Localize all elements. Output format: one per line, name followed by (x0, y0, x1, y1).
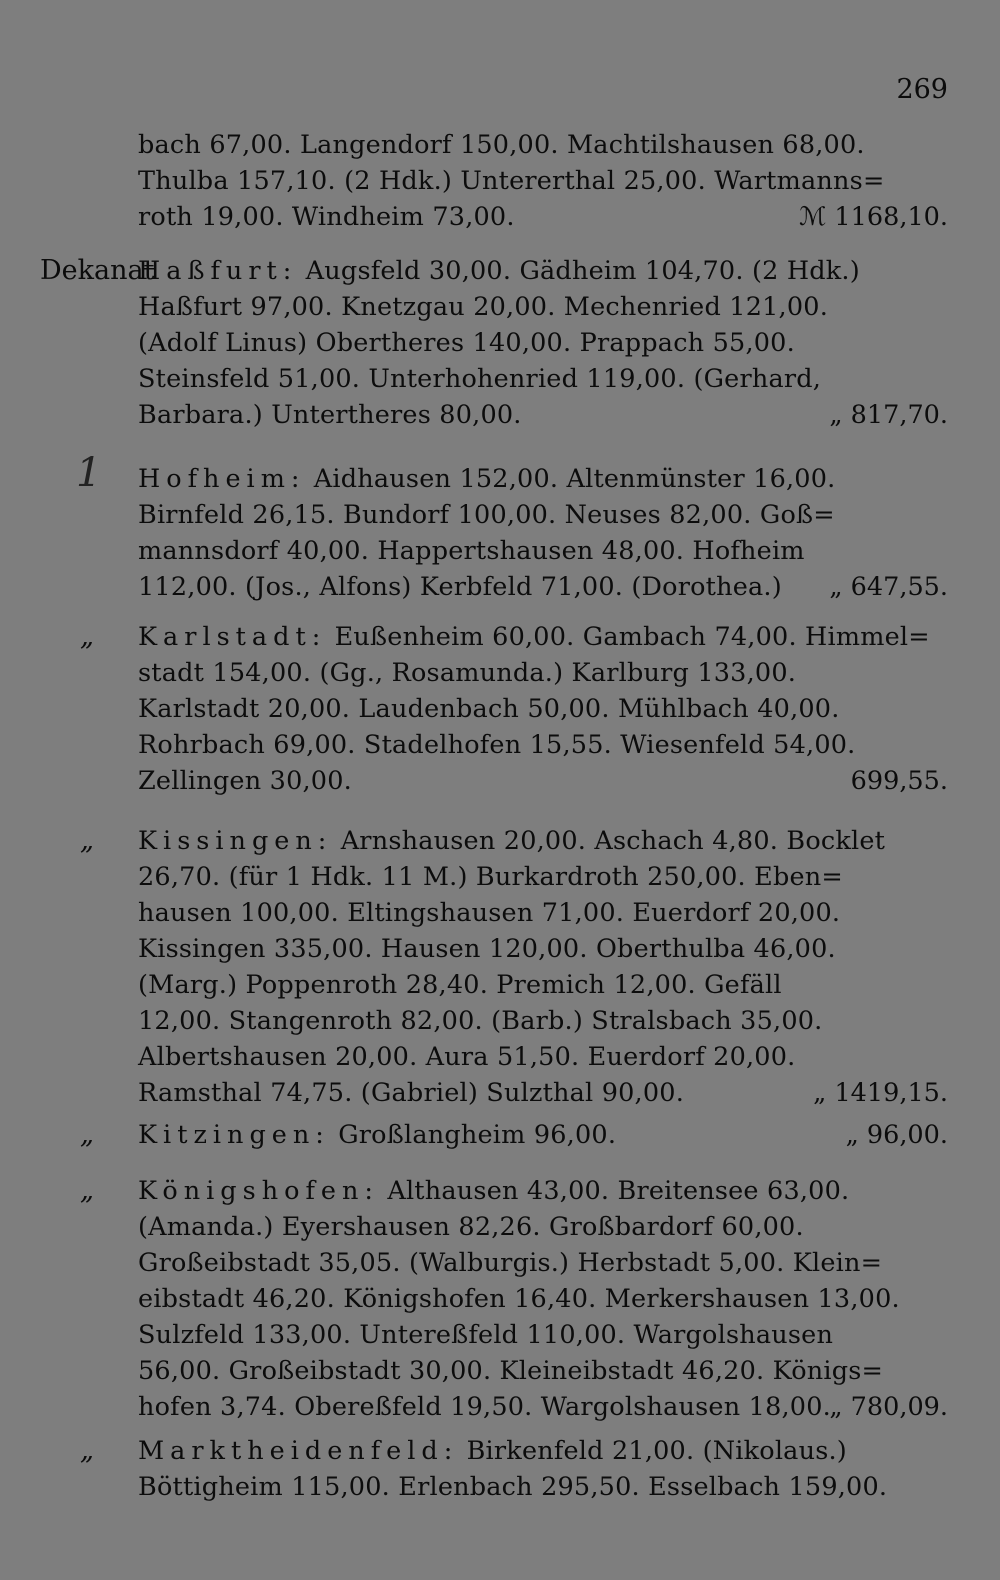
deanery-heading: Kissingen: (138, 826, 333, 856)
text-line: Haßfurt 97,00. Knetzgau 20,00. Mechenried 121,00. (138, 292, 829, 322)
entry-prefix: Dekanat (40, 255, 155, 286)
text-line: Birnfeld 26,15. Bundorf 100,00. Neuses 82,00. Goß= (138, 500, 835, 530)
text-line: 26,70. (für 1 Hdk. 11 M.) Burkardroth 250,00. Eben= (138, 862, 843, 892)
entry-amount: „ 1419,15. (813, 1078, 948, 1108)
text-fragment: Althausen 43,00. Breitensee 63,00. (379, 1176, 850, 1206)
text-line: 112,00. (Jos., Alfons) Kerbfeld 71,00. (Dorothea.) (138, 572, 782, 602)
text-line: Karlstadt 20,00. Laudenbach 50,00. Mühlbach 40,00. (138, 694, 840, 724)
text-line: (Marg.) Poppenroth 28,40. Premich 12,00. Gefäll (138, 970, 782, 1000)
text-line: Großeibstadt 35,05. (Walburgis.) Herbstadt 5,00. Klein= (138, 1248, 883, 1278)
text-fragment: Arnshausen 20,00. Aschach 4,80. Bocklet (332, 826, 886, 856)
text-line (138, 1434, 847, 1469)
text-line: 56,00. Großeibstadt 30,00. Kleineibstadt 46,20. Königs= (138, 1356, 884, 1386)
text-line: hofen 3,74. Obereßfeld 19,50. Wargolshausen 18,00. (138, 1392, 831, 1422)
text-line: (Amanda.) Eyershausen 82,26. Großbardorf 60,00. (138, 1212, 804, 1242)
deanery-heading: Hofheim: (138, 464, 306, 494)
text-fragment: Großlangheim 96,00. (329, 1120, 617, 1150)
text-fragment: Augsfeld 30,00. Gädheim 104,70. (2 Hdk.) (297, 256, 860, 286)
text-line: bach 67,00. Langendorf 150,00. Machtilshausen 68,00. (138, 130, 865, 160)
text-line (138, 1118, 616, 1153)
text-line: stadt 154,00. (Gg., Rosamunda.) Karlburg 133,00. (138, 658, 797, 688)
text-fragment: Birkenfeld 21,00. (Nikolaus.) (458, 1436, 847, 1466)
text-line: hausen 100,00. Eltingshausen 71,00. Euerdorf 20,00. (138, 898, 841, 928)
text-line (138, 462, 835, 497)
text-line (138, 620, 930, 655)
pencil-mark: 1 (76, 450, 102, 496)
deanery-heading: Königshofen: (138, 1176, 380, 1206)
deanery-heading: Kitzingen: (138, 1120, 330, 1150)
text-line: 12,00. Stangenroth 82,00. (Barb.) Stralsbach 35,00. (138, 1006, 823, 1036)
text-line: Zellingen 30,00. (138, 766, 352, 796)
text-line (138, 824, 885, 859)
entry-amount: „ 817,70. (829, 400, 948, 430)
ditto-mark: „ (80, 1175, 94, 1206)
text-line: Albertshausen 20,00. Aura 51,50. Euerdorf 20,00. (138, 1042, 796, 1072)
entry-amount: „ 647,55. (829, 572, 948, 602)
page-number: 269 (896, 74, 948, 105)
entry-amount: 699,55. (850, 766, 948, 796)
text-line: Steinsfeld 51,00. Unterhohenried 119,00. (Gerhard, (138, 364, 822, 394)
entry-amount: ℳ 1168,10. (799, 202, 948, 232)
deanery-heading: Marktheidenfeld: (138, 1436, 459, 1466)
text-line (138, 254, 860, 289)
text-line: Barbara.) Untertheres 80,00. (138, 400, 522, 430)
ditto-mark: „ (80, 1119, 94, 1150)
text-line: Sulzfeld 133,00. Untereßfeld 110,00. Wargolshausen (138, 1320, 834, 1350)
text-fragment: Aidhausen 152,00. Altenmünster 16,00. (305, 464, 836, 494)
text-line: roth 19,00. Windheim 73,00. (138, 202, 515, 232)
entry-amount: „ 780,09. (829, 1392, 948, 1422)
ditto-mark: „ (80, 825, 94, 856)
deanery-heading: Haßfurt: (138, 256, 298, 286)
entry-amount: „ 96,00. (845, 1120, 948, 1150)
ditto-mark: „ (80, 1435, 94, 1466)
ditto-mark: „ (80, 621, 94, 652)
text-line: Kissingen 335,00. Hausen 120,00. Oberthulba 46,00. (138, 934, 836, 964)
text-line: Böttigheim 115,00. Erlenbach 295,50. Esselbach 159,00. (138, 1472, 888, 1502)
text-line: Rohrbach 69,00. Stadelhofen 15,55. Wiesenfeld 54,00. (138, 730, 856, 760)
text-line: (Adolf Linus) Obertheres 140,00. Prappach 55,00. (138, 328, 795, 358)
text-line: Ramsthal 74,75. (Gabriel) Sulzthal 90,00. (138, 1078, 685, 1108)
text-fragment: Eußenheim 60,00. Gambach 74,00. Himmel= (326, 622, 930, 652)
deanery-heading: Karlstadt: (138, 622, 327, 652)
text-line (138, 1174, 849, 1209)
text-line: Thulba 157,10. (2 Hdk.) Untererthal 25,00. Wartmanns= (138, 166, 885, 196)
text-line: mannsdorf 40,00. Happertshausen 48,00. Hofheim (138, 536, 805, 566)
text-line: eibstadt 46,20. Königshofen 16,40. Merkershausen 13,00. (138, 1284, 900, 1314)
